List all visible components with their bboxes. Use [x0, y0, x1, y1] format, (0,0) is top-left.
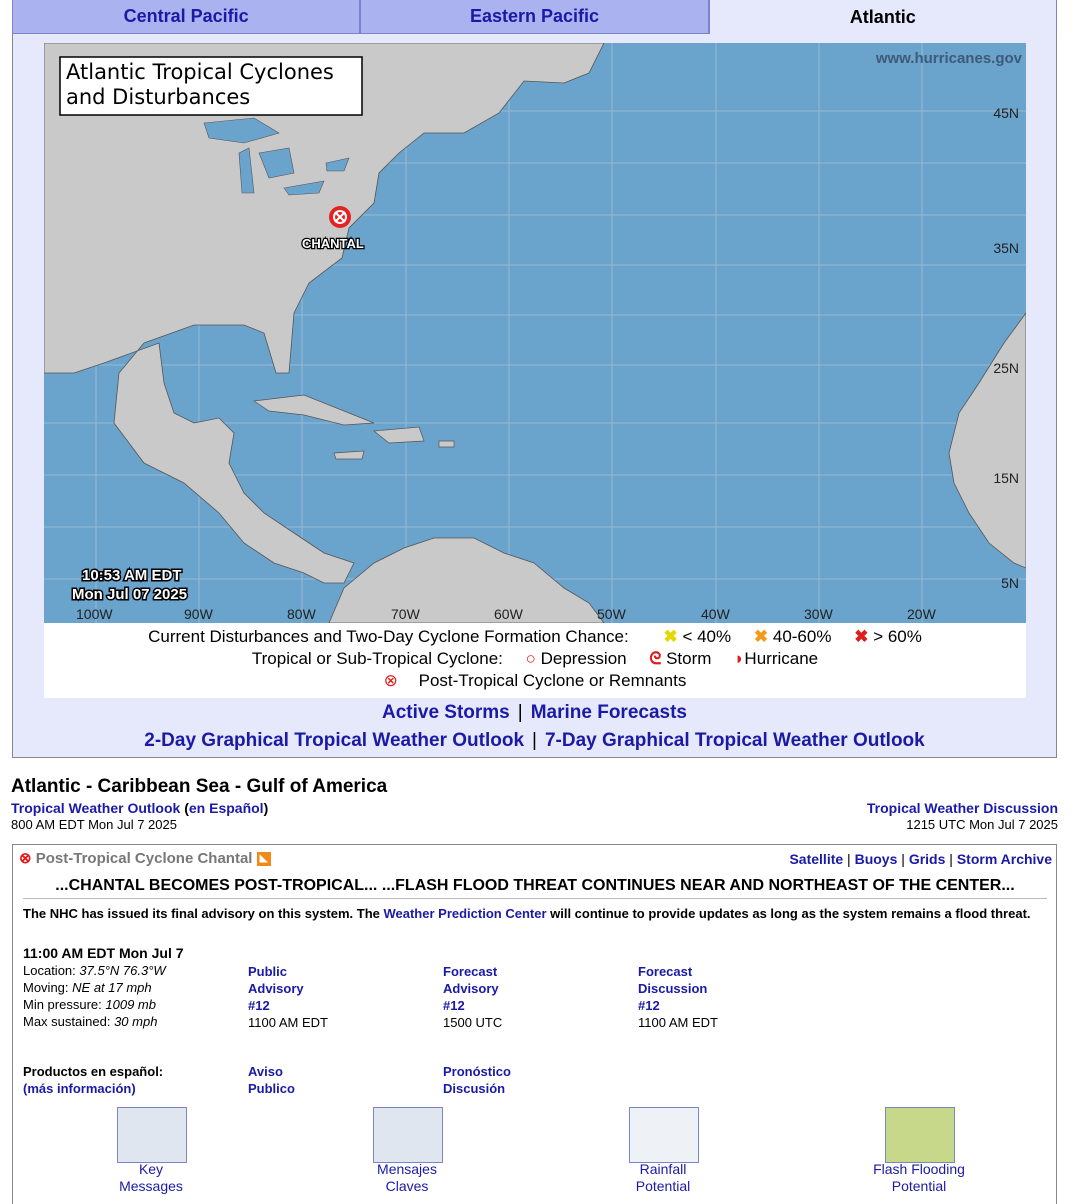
- caption-line[interactable]: Mensajes: [377, 1161, 437, 1177]
- grids-link[interactable]: Grids: [908, 851, 946, 867]
- legend-high: > 60%: [873, 627, 922, 646]
- product-line[interactable]: #12: [248, 998, 270, 1013]
- location-value: 37.5°N 76.3°W: [79, 963, 166, 978]
- sustained-value: 30 mph: [114, 1014, 158, 1029]
- outlook-issued: 800 AM EDT Mon Jul 7 2025: [11, 817, 177, 832]
- longitude-labels: [76, 606, 937, 622]
- post-tropical-icon: ⊗: [383, 671, 398, 690]
- two-day-outlook-link[interactable]: 2-Day Graphical Tropical Weather Outlook: [144, 730, 525, 751]
- medium-chance-icon: ✖: [753, 627, 769, 646]
- tab-atlantic[interactable]: Atlantic: [709, 0, 1057, 34]
- aviso-line[interactable]: Publico: [248, 1081, 295, 1096]
- storm-icon: ᘓ: [649, 649, 662, 668]
- lat-label: 25N: [993, 360, 1019, 376]
- legend-low: < 40%: [682, 627, 732, 646]
- lon-label: 90W: [184, 606, 213, 622]
- caption-line[interactable]: Flash Flooding: [873, 1161, 965, 1177]
- lat-label: 35N: [993, 240, 1019, 256]
- flash-flooding-link[interactable]: [839, 1161, 999, 1195]
- aviso-publico-link[interactable]: [248, 1063, 295, 1097]
- product-line[interactable]: #12: [443, 998, 465, 1013]
- seven-day-outlook-link[interactable]: 7-Day Graphical Tropical Weather Outlook: [544, 730, 925, 751]
- product-time: 1500 UTC: [443, 1015, 503, 1030]
- post-tropical-icon: ⊗: [19, 850, 32, 867]
- legend-disturbance-label: Current Disturbances and Two-Day Cyclone Formation Chance:: [148, 627, 629, 646]
- lat-label: 45N: [993, 105, 1019, 121]
- aviso-line[interactable]: Aviso: [248, 1064, 283, 1079]
- desc-text-a: The NHC has issued its final advisory on this system. The: [23, 906, 384, 921]
- lon-label: 50W: [597, 606, 626, 622]
- lon-label: 60W: [494, 606, 523, 622]
- low-chance-icon: ✖: [663, 627, 678, 646]
- hurricane-icon: ◗: [734, 649, 745, 668]
- link-separator: |: [532, 730, 537, 751]
- marine-forecasts-link[interactable]: Marine Forecasts: [530, 702, 687, 723]
- high-chance-icon: ✖: [854, 627, 869, 646]
- legend-hurricane: Hurricane: [744, 649, 819, 668]
- lon-label: 80W: [287, 606, 316, 622]
- moving-label: Moving:: [23, 980, 69, 995]
- storm-header: [19, 849, 271, 867]
- key-messages-thumbnail[interactable]: [117, 1107, 187, 1163]
- lon-label: 20W: [907, 606, 936, 622]
- map-title-line1: Atlantic Tropical Cyclones: [66, 60, 334, 84]
- advisory-time: 11:00 AM EDT Mon Jul 7: [23, 945, 184, 961]
- map-timestamp: [72, 567, 187, 603]
- legend-storm: Storm: [666, 649, 712, 668]
- public-advisory-product[interactable]: [248, 963, 328, 1031]
- storm-label: CHANTAL: [302, 236, 364, 251]
- lon-label: 100W: [76, 606, 113, 622]
- africa-land: [949, 313, 1026, 568]
- spanish-products: [23, 1063, 163, 1097]
- product-line[interactable]: Public: [248, 964, 288, 979]
- location-label: Location:: [23, 963, 76, 978]
- website-watermark: www.hurricanes.gov: [875, 50, 1022, 67]
- timestamp-line1: 10:53 AM EDT: [82, 567, 182, 584]
- forecast-advisory-product[interactable]: [443, 963, 502, 1031]
- outlook-links-row2: [13, 730, 1056, 752]
- legend-row-cyclones: [44, 649, 1026, 669]
- rainfall-potential-thumbnail[interactable]: [629, 1107, 699, 1163]
- espanol-link[interactable]: en Español: [188, 800, 264, 816]
- legend-mid: 40-60%: [772, 627, 832, 646]
- caption-line[interactable]: Potential: [635, 1178, 691, 1194]
- legend-cyclone-label: Tropical or Sub-Tropical Cyclone:: [251, 649, 503, 668]
- buoys-link[interactable]: Buoys: [854, 851, 898, 867]
- pressure-label: Min pressure:: [23, 997, 102, 1012]
- product-line[interactable]: #12: [638, 998, 660, 1013]
- lat-label: 15N: [993, 470, 1019, 486]
- caption-line[interactable]: Rainfall: [639, 1161, 687, 1177]
- lon-label: 70W: [391, 606, 420, 622]
- storm-stats: [23, 945, 184, 1030]
- south-america-land: [329, 538, 604, 623]
- outlook-links-row1: [13, 702, 1056, 724]
- product-line[interactable]: Advisory: [248, 981, 304, 996]
- storm-headline: ...CHANTAL BECOMES POST-TROPICAL... ...FLASH FLOOD THREAT CONTINUES NEAR AND NORTHEAST OF THE CENTER...: [23, 877, 1047, 899]
- storm-box: [12, 844, 1057, 1204]
- mensajes-claves-link[interactable]: [327, 1161, 487, 1195]
- product-line[interactable]: Discussion: [638, 981, 708, 996]
- storm-description: [23, 905, 1043, 922]
- north-america-land: [44, 43, 604, 583]
- rainfall-potential-link[interactable]: [583, 1161, 743, 1195]
- lon-label: 40W: [701, 606, 730, 622]
- storm-links: Satellite | Buoys | Grids | Storm Archive: [789, 851, 1052, 867]
- timestamp-line2: Mon Jul 07 2025: [72, 586, 188, 603]
- storm-archive-link[interactable]: Storm Archive: [956, 851, 1052, 867]
- wpc-link[interactable]: Weather Prediction Center: [383, 906, 547, 921]
- active-storms-link[interactable]: Active Storms: [381, 702, 510, 723]
- sustained-label: Max sustained:: [23, 1014, 111, 1029]
- rss-icon[interactable]: ◣: [257, 852, 271, 866]
- basin-tabs: [12, 0, 1057, 34]
- desc-text-b: will continue to provide updates as long as the system remains a flood threat.: [546, 906, 1031, 921]
- pronostico-discusion-link[interactable]: [443, 1063, 511, 1097]
- moving-value: NE at 17 mph: [72, 980, 152, 995]
- caption-line[interactable]: Claves: [385, 1178, 429, 1194]
- satellite-link[interactable]: Satellite: [789, 851, 844, 867]
- map-legend: [44, 623, 1026, 698]
- depression-icon: ○: [525, 649, 536, 668]
- pronostico-line[interactable]: Discusión: [443, 1081, 506, 1096]
- lon-label: 30W: [804, 606, 833, 622]
- key-messages-link[interactable]: [71, 1161, 231, 1195]
- spanish-label: Productos en español:: [23, 1064, 164, 1079]
- tab-eastern-pacific[interactable]: Eastern Pacific: [360, 0, 708, 34]
- lat-label: 5N: [1001, 575, 1019, 591]
- pronostico-line[interactable]: Pronóstico: [443, 1064, 511, 1079]
- caption-line[interactable]: Key: [138, 1161, 164, 1177]
- product-line[interactable]: Forecast: [443, 964, 498, 979]
- legend-row-post-tropical: [44, 671, 1026, 691]
- pressure-value: 1009 mb: [105, 997, 156, 1012]
- tab-central-pacific[interactable]: Central Pacific: [12, 0, 360, 34]
- caption-line[interactable]: Potential: [891, 1178, 947, 1194]
- chantal-marker[interactable]: [329, 206, 351, 228]
- atlantic-map[interactable]: [44, 43, 1026, 623]
- tropical-weather-outlook-link[interactable]: Tropical Weather Outlook: [11, 800, 181, 816]
- flash-flooding-thumbnail[interactable]: [885, 1107, 955, 1163]
- legend-post-tropical: Post-Tropical Cyclone or Remnants: [418, 671, 687, 690]
- discussion-time: 1215 UTC Mon Jul 7 2025: [906, 817, 1058, 832]
- outlook-link-line: Tropical Weather Outlook (en Español): [11, 800, 269, 816]
- caribbean-islands: [254, 395, 454, 459]
- forecast-discussion-product[interactable]: [638, 963, 718, 1031]
- region-title: Atlantic - Caribbean Sea - Gulf of America: [11, 776, 388, 797]
- legend-row-disturbances: [44, 627, 1026, 647]
- product-time: 1100 AM EDT: [248, 1015, 328, 1030]
- product-line[interactable]: Advisory: [443, 981, 499, 996]
- product-line[interactable]: Forecast: [638, 964, 693, 979]
- tropical-weather-discussion-link[interactable]: Tropical Weather Discussion: [866, 800, 1058, 816]
- outlook-panel: [12, 34, 1057, 758]
- link-separator: |: [517, 702, 523, 723]
- spanish-more-link[interactable]: (más información): [23, 1081, 136, 1096]
- map-title-line2: and Disturbances: [66, 85, 251, 109]
- storm-name: Post-Tropical Cyclone Chantal: [35, 850, 253, 867]
- caption-line[interactable]: Messages: [119, 1178, 183, 1194]
- mensajes-claves-thumbnail[interactable]: [373, 1107, 443, 1163]
- legend-depression: Depression: [540, 649, 627, 668]
- product-time: 1100 AM EDT: [638, 1015, 718, 1030]
